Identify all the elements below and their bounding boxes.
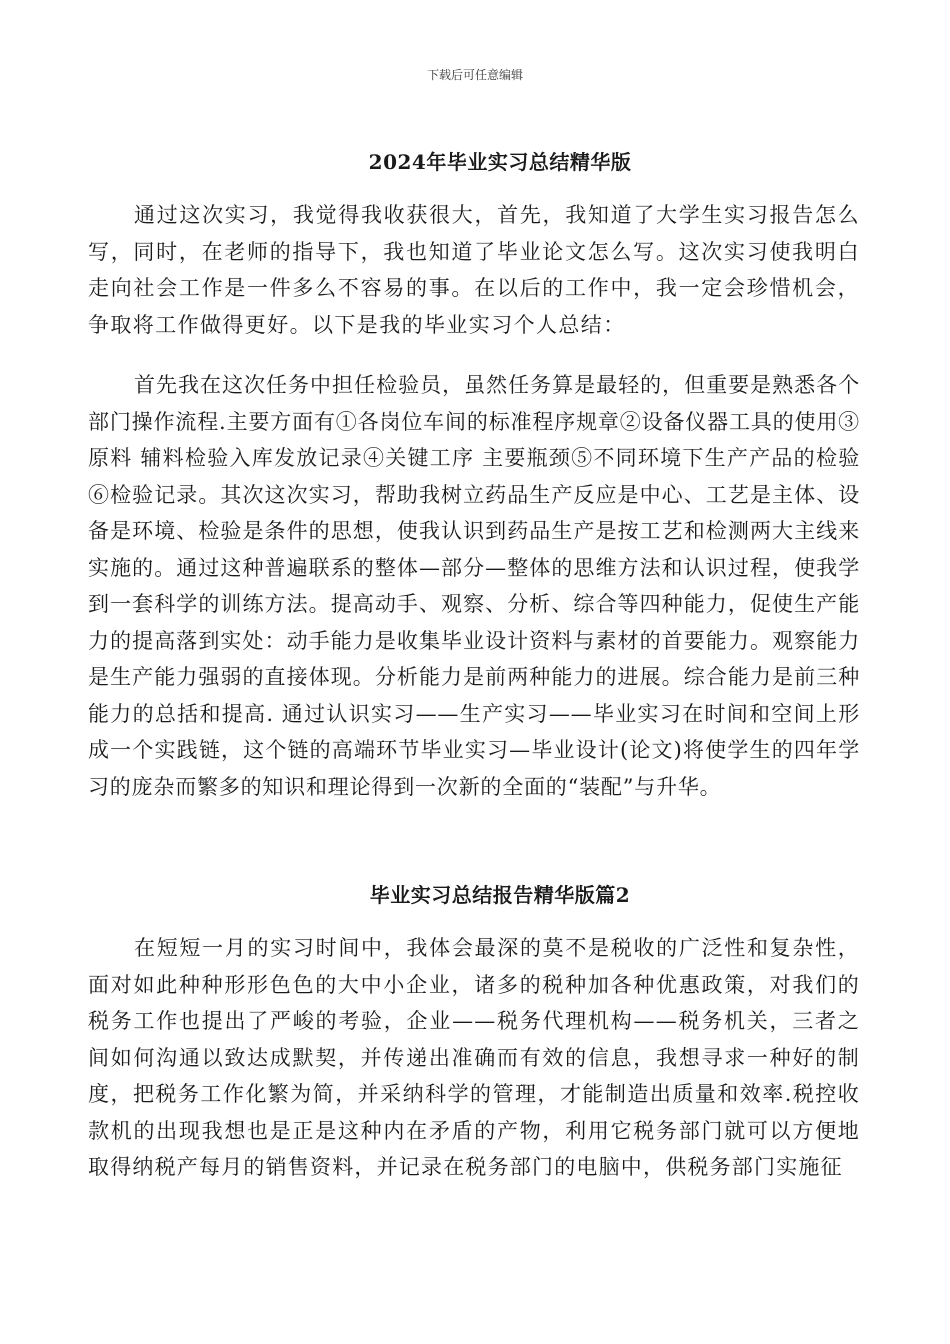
document-title: 2024年毕业实习总结精华版 xyxy=(368,150,632,174)
paragraph-intro: 通过这次实习，我觉得我收获很大，首先，我知道了大学生实习报告怎么写，同时，在老师的指导下，我也知道了毕业论文怎么写。这次实习使我明白走向社会工作是一件多么不容易的事。在以后的工作中，我一定会珍惜机会，争取将工作做得更好。以下是我的毕业实习个人总结： xyxy=(88,203,860,337)
paragraph-tax: 在短短一月的实习时间中，我体会最深的莫不是税收的广泛性和复杂性，面对如此种种形形色色的大中小企业，诸多的税种加各种优惠政策，对我们的税务工作也提出了严峻的考验，企业——税务代理机构——税务机关，三者之间如何沟通以致达成默契，并传递出准确而有效的信息，我想寻求一种好的制度，把税务工作化繁为简，并采纳科学的管理，才能制造出质量和效率.税控收款机的出现我想也是正是这种内在矛盾的产物，利用它税务部门就可以方便地取得纳税产每月的销售资料，并记录在税务部门的电脑中，供税务部门实施征 xyxy=(88,936,860,1179)
header-note: 下载后可任意编辑 xyxy=(426,68,523,82)
paragraph-inspection: 首先我在这次任务中担任检验员，虽然任务算是最轻的，但重要是熟悉各个部门操作流程.主要方面有①各岗位车间的标准程序规章②设备仪器工具的使用③原料 辅料检验入库发放记录④关键工序 主要瓶颈⑤不同环境下生产产品的检验⑥检验记录。其次这次实习，帮助我树立药品生产反应是中心、工艺是主体、设备是环境、检验是条件的思想，使我认识到药品生产是按工艺和检测两大主线来实施的。通过这种普遍联系的整体—部分—整体的思维方法和认识过程，使我学到一套科学的训练方法。提高动手、观察、分析、综合等四种能力，促使生产能力的提高落到实处：动手能力是收集毕业设计资料与素材的首要能力。观察能力是生产能力强弱的直接体现。分析能力是前两种能力的进展。综合能力是前三种能力的总括和提高. 通过认识实习——生产实习——毕业实习在时间和空间上形成一个实践链，这个链的高端环节毕业实习—毕业设计(论文)将使学生的四年学习的庞杂而繁多的知识和理论得到一次新的全面的“装配”与升华。 xyxy=(88,373,860,799)
section-title-2: 毕业实习总结报告精华版篇2 xyxy=(369,883,631,907)
